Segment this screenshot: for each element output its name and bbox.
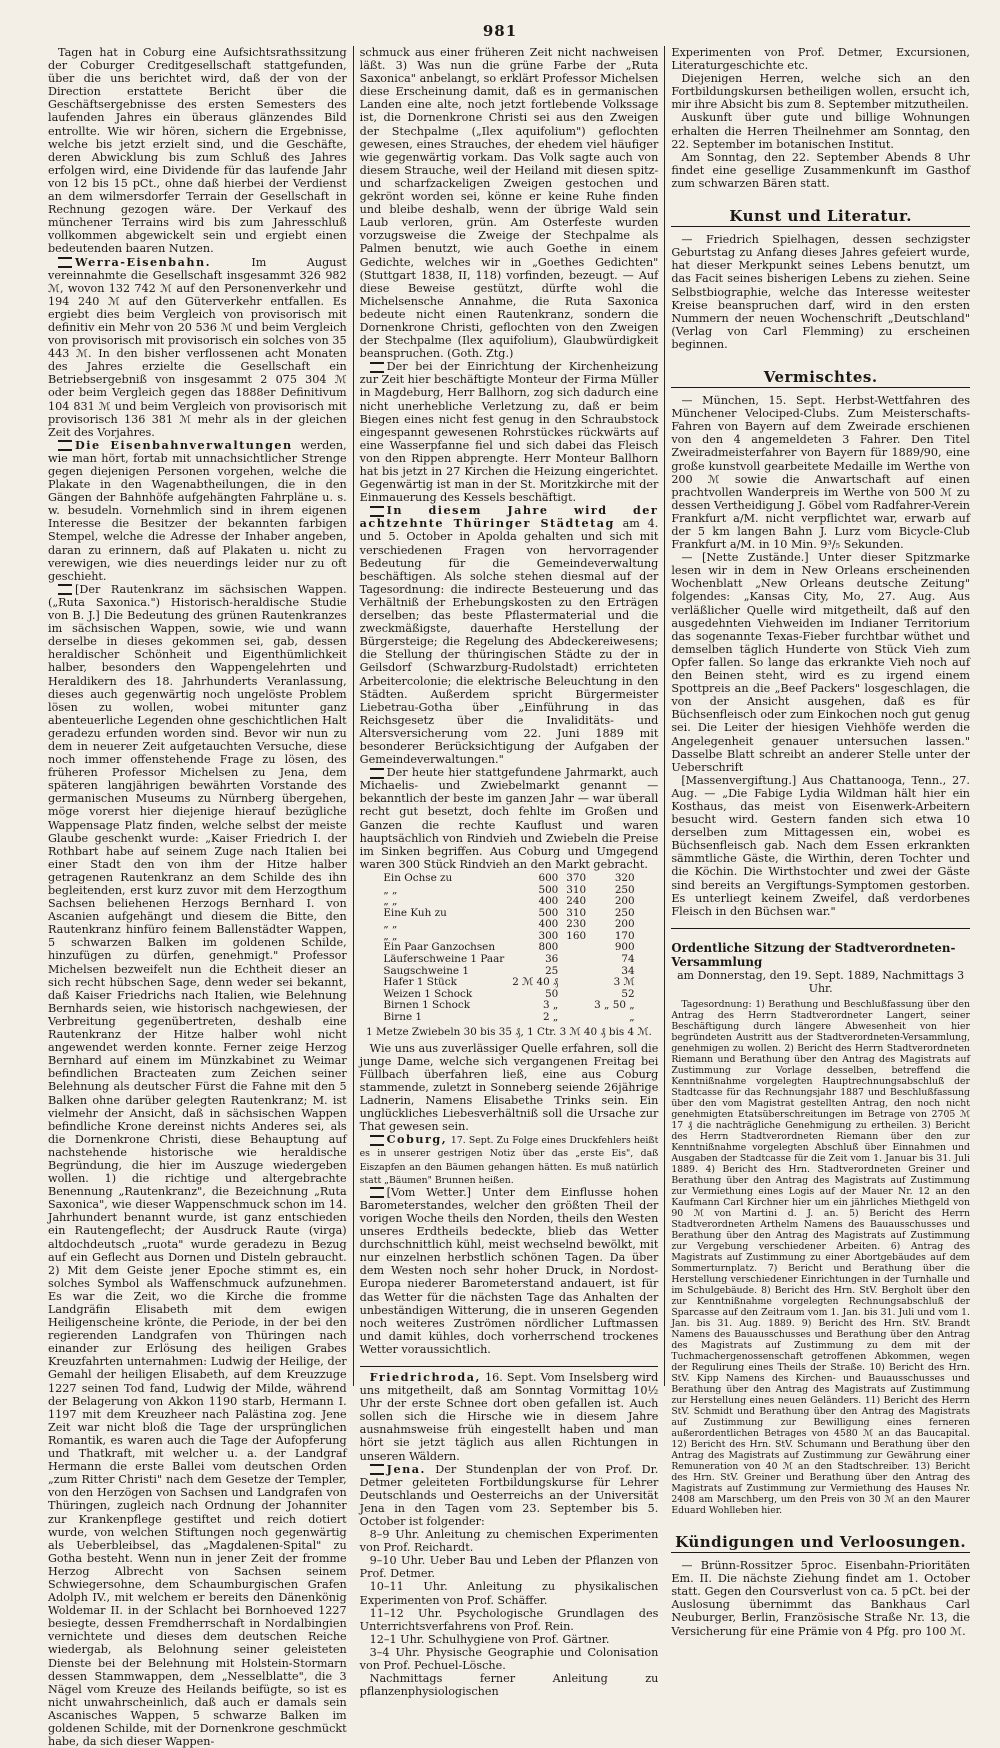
price-value-cell: 2 „ — [543, 1011, 559, 1024]
article-jena-registration: Diejenigen Herren, welche sich an den Fortbildungskursen betheiligen wollen, ersucht ich, mir ihre Absicht bis zum 8. September mitzutheilen. — [671, 72, 970, 112]
council-notice-heading: Ordentliche Sitzung der Stadtverordneten-Versammlung — [671, 940, 956, 969]
section-heading-kuendigungen: Kündigungen und Verloosungen. — [671, 1536, 970, 1553]
price-item-cell: Ein Ochse zu — [383, 871, 453, 884]
horizontal-divider — [360, 1366, 659, 1367]
article-fuellbach: Wie uns aus zuverlässiger Quelle erfahren, soll die junge Dame, welche sich vergangenen Freitag bei Füllbach überfahren ließ, eine aus Coburg stammende, zuletzt in Sonneberg seiende 26jährige Ladnerin, Namens Elisabethe Trinks sein. Ein unglückliches Liebesverhältniß soll die Ursache zur That gewesen sein. — [359, 1041, 659, 1134]
price-value-cell: 500 — [538, 906, 559, 919]
article-friedrichroda — [360, 1371, 659, 1463]
article-kirchenheizung — [360, 360, 659, 504]
article-spielhagen: — Friedrich Spielhagen, dessen sechzigster Geburtstag zu Anfang dieses Jahres gefeiert wurde, hat dieser Merkpunkt seines Lebens benutzt, um das Facit seines bisherigen Lebens zu ziehen. Seine Selbstbiographie, welche das Interesse weitester Kreise beanspruchen darf, wird in den ersten Nummern der neuen Wochenschrift „Deutschland" (Verlag von Carl Flemming) zu erscheinen beginnen. — [671, 233, 970, 351]
article-rautenkranz-continued: schmuck aus einer früheren Zeit nicht nachweisen läßt. 3) Was nun die grüne Farbe der „Ruta Saxonica" anbelangt, so erklärt Professor Michelsen diese Erscheinung damit, daß es in germanischen Landen eine alte, noch jetzt fortlebende Volkssage ist, die Dornenkrone Christi sei aus den Zweigen der Stechpalme („Ilex aquifolium") geflochten gewesen, eines Strauches, der ehedem viel häufiger wie gegenwärtig vorkam. Das Volk sagte auch von diesem Strauche, weil der Heiland mit diesen spitz- und scharfzackeligen Zweigen gestochen und gekrönt worden sei, könne er keine Ruhe finden und bleibe deshalb, wenn der übrige Wald sein Laub verloren, grün. Am Osterfeste wurden vorzugsweise die Zweige der Stechpalme als Palmen benutzt, wie auch Goethe in einem Gedichte, welches wir in „Goethes Gedichten" (Stuttgart 1838, II, 118) vorfinden, bezeugt. — Auf diese Beweise gestützt, dürfte wohl die Michelsensche Annahme, die Ruta Saxonica bedeute nicht einen Rautenkranz, sondern die Dornenkrone Christi, geflochten von den Zweigen der Stechpalme (Ilex aquifolium), Glaubwürdigkeit beanspruchen. (Goth. Ztg.) — [359, 46, 659, 361]
price-value-cell: 3 „ — [543, 999, 559, 1012]
price-value-cell: 200 — [614, 918, 635, 931]
article-rautenkranz — [48, 583, 347, 1748]
price-value-cell: 300 — [538, 929, 559, 942]
price-item-cell: Ein Paar Ganzochsen — [383, 941, 496, 954]
price-value-cell — [562, 977, 590, 989]
price-value-cell: 52 — [621, 987, 635, 1000]
price-item-cell: Weizen 1 Schock — [383, 987, 473, 1000]
article-body: werden, wie man hört, fortab mit unnachsichtlicher Strenge gegen diejenigen Personen vorgehen, welche die Plakate in den Wagenabtheilungen, die in den Gängen der Bahnhöfe aufgehängten Fahrpläne u. s. w. besudeln. Vornehmlich sind in ihrem eigenen Interesse die Besitzer der bekannten farbigen Stempel, welche die Adresse der Inhaber angeben, daran zu erinnern, daß auf Plakaten u. nicht zu verewigen, wie dies neuerdings leider nur zu oft geschieht. — [48, 438, 347, 583]
price-value-cell: 310 — [566, 883, 587, 896]
price-value-cell — [562, 954, 590, 966]
price-value-cell: 200 — [614, 895, 635, 908]
price-item-cell: Saugschweine 1 — [383, 964, 469, 977]
article-eisenbahnverwaltungen — [48, 439, 347, 583]
price-value-cell: 74 — [621, 953, 635, 966]
price-item-cell: Eine Kuh zu — [383, 906, 447, 919]
page-number: 981 — [482, 22, 518, 40]
price-value-cell: „ — [629, 1011, 635, 1024]
price-item-cell: Birnen 1 Schock — [383, 999, 471, 1012]
schedule-item: 10–11 Uhr. Anleitung zu physikalischen Experimenten von Prof. Schäffer. — [359, 1580, 659, 1607]
price-row — [379, 954, 638, 966]
price-value-cell: 370 — [566, 871, 587, 884]
price-value-cell: 250 — [614, 883, 635, 896]
article-staedtetag — [360, 504, 659, 766]
price-value-cell — [562, 989, 590, 1001]
price-value-cell: 160 — [566, 929, 587, 942]
price-item-cell: „ „ — [383, 883, 398, 896]
article-body: Unter dem Einflusse hohen Barometerstandes, welcher den größten Theil der vorigen Woche theils den Norden, theils den Westen unseres Erdtheils bedeckte, blieb das Wetter durchschnittlich kühl, meist wechselnd bewölkt, mit nur einzelnen herbstlich schönen Tagen. Da über dem Westen noch sehr hoher Druck, in Nordost-Europa niederer Barometerstand andauert, ist für das Wetter für die nächsten Tage das Anhalten der unbeständigen Witterung, die in unseren Gegenden noch weiteres Zuströmen nördlicher Luftmassen und damit kühles, doch vorherrschend trockenes Wetter voraussichtlich. — [359, 1185, 659, 1356]
market-price-note: 1 Metze Zwiebeln 30 bis 35 ₰, 1 Ctr. 3 ℳ 40 ₰ bis 4 ℳ. — [366, 1025, 652, 1038]
article-body: Der heute hier stattgefundene Jahrmarkt, auch Michaelis- und Zwiebelmarkt genannt — bekanntlich der beste im ganzen Jahr — war überall recht gut besetzt, doch fehlte im Großen und Ganzen die rechte Kauflust und waren hauptsächlich von Rindvieh und Zwiebeln die Preise im Sinken begriffen. Aus Coburg und Umgegend waren 300 Stück Rindvieh an den Markt gebracht. — [359, 766, 659, 871]
price-value-cell: 230 — [566, 918, 587, 931]
price-value-cell: 170 — [614, 929, 635, 942]
price-value-cell: 2 ℳ 40 ₰ — [512, 976, 559, 989]
article-heading: Friedrichroda, — [369, 1369, 481, 1384]
price-value-cell: 36 — [545, 953, 559, 966]
price-value-cell: 600 — [538, 871, 559, 884]
article-jahrmarkt — [360, 766, 659, 871]
price-value-cell: 500 — [538, 883, 559, 896]
schedule-item: 3–4 Uhr. Physische Geographie und Colonisation von Prof. Pechuel-Lösche. — [359, 1645, 659, 1673]
article-jena-lodging: Auskunft über gute und billige Wohnungen erhalten die Herren Theilnehmer am Sonntag, den 22. September im botanischen Institut. — [671, 111, 970, 151]
section-mark-icon — [370, 1187, 384, 1198]
article-heading: Jena. — [386, 1461, 426, 1476]
price-value-cell — [562, 942, 590, 954]
schedule-item: 12–1 Uhr. Schulhygiene von Prof. Gärtner. — [369, 1632, 610, 1646]
price-value-cell: 400 — [538, 918, 559, 931]
section-mark-icon — [370, 1135, 384, 1146]
price-item-cell: „ „ — [383, 918, 398, 931]
article-body: 16. Sept. Vom Inselsberg wird uns mitgetheilt, daß am Sonntag Vormittag 10½ Uhr der erste Schnee dort oben gefallen ist. Auch sollen sich die Hirsche wie in diesem Jahre ausnahmsweise früh eingestellt haben und man hört sie jetzt täglich aus allen Richtungen in unseren Wäldern. — [359, 1370, 659, 1463]
column-divider — [664, 46, 665, 1386]
article-bruenn-rossitzer: — Brünn-Rossitzer 5proc. Eisenbahn-Prioritäten Em. II. Die nächste Ziehung findet am 1. October statt. Gegen den Coursverlust von ca. 5 pCt. bei der Auslosung übernimmt das Bankhaus Carl Neuburger, Berlin, Französische Straße Nr. 13, die Versicherung für eine Prämie von 4 Pfg. pro 100 ℳ. — [671, 1559, 970, 1638]
article-jena-meeting: Am Sonntag, den 22. September Abends 8 Uhr findet eine gesellige Zusammenkunft im Gasthof zum schwarzen Bären statt. — [671, 150, 970, 190]
council-notice-agenda: Tagesordnung: 1) Berathung und Beschlußfassung über den Antrag des Herrn Stadtverordneter Langert, seiner Beschäftigung durch längere Abwesenheit von hier begründeten Austritt aus der Stadtverordneten-Versammlung, genehmigen zu wollen. 2) Bericht des Herrn Stadtverordneten Riemann und Berathung über den Antrag des Magistrats auf Zustimmung zur Vorlage desselben, betreffend die Kenntnißnahme vorgelegten Hauptrechnungsabschluß der Stadtcasse für das Rechnungsjahr 1887 und Beschlußfassung über den vom Magistrat gestellten Antrag, den noch nicht genehmigten Etatsüberschreitungen im Betrage von 2705 ℳ 17 ₰ die nachträgliche Genehmigung zu ertheilen. 3) Bericht des Herrn Stadtverordneten Riemann über den zur Kenntnißnahme vorgelegten Abschluß über Einnahmen und Ausgaben der Stadtcasse für die Zeit vom 1. Januar bis 31. Juli 1889. 4) Bericht des Hrn. Stadtverordneten Greiner und Berathung über den Antrag des Magistrats auf Zustimmung zur Vermiethung eines Logis auf der Mauer Nr. 12 an den Kaufmann Carl Kirchner hier um ein jährliches Miethgeld von 90 ℳ von Martini d. J. an. 5) Bericht des Herrn Stadtverordneten Arthelm Namens des Bauausschusses und Berathung über den Antrag des Magistrats auf Zustimmung zur Vergebung verschiedener Arbeiten. 6) Antrag des Magistrats auf Zustimmung zu einer Abortgebäudes auf dem Sommerturnplatz. 7) Bericht und Berathung über die Herstellung verschiedener Einrichtungen in der Turnhalle und im Schulgebäude. 8) Bericht des Hrn. StV. Bergholt über den zur Kenntnißnahme vorgelegten Rechnungsabschluß der Sparcasse auf den Zeitraum vom 1. Jan. bis 31. Juli und vom 1. Jan. bis 31. Aug. 1889. 9) Bericht des Hrn. StV. Brandt Namens des Bauausschusses und Berathung über den Antrag des Magistrats auf Zustimmung zu dem mit der Tuchmachergenossenschaft getroffenen Abkommen, wegen der Regulirung eines Theils der Straße. 10) Bericht des Hrn. StV. Kipp Namens des Kirchen- und Bauausschusses und Berathung über den Antrag des Magistrats auf Zustimmung zur Herstellung eines neuen Geländers. 11) Bericht des Herrn StV. Schmidt und Berathung über den Antrag des Magistrats auf Zustimmung zur Bewilligung eines ferneren außerordentlichen Betrages von 4580 ℳ an das Baucapital. 12) Bericht des Hrn. StV. Schumann und Berathung über den Antrag des Magistrats auf Zustimmung zur Gewährung einer Remuneration von 40 ℳ an den Stadtschreiber. 13) Bericht des Hrn. StV. Greiner und Berathung über den Antrag des Magistrats auf Zustimmung zur Vermiethung des Hauses Nr. 2408 am Marschberg, um den Preis von 30 ℳ an den Maurer Eduard Wohlleben hier. — [671, 999, 970, 1516]
section-heading-kunst: Kunst und Literatur. — [671, 210, 970, 227]
article-massenvergiftung: [Massenvergiftung.] Aus Chattanooga, Tenn., 27. Aug. — „Die Fabige Lydia Wildman hält hier ein Kosthaus, das meist von Eisenwerk-Arbeitern besucht wird. Gestern fanden sich etwa 10 derselben zum Mittagessen ein, wobei es Büchsenfleisch gab. Nach dem Essen erkrankten sämmtliche Gäste, die Wirthin, deren Tochter und die Köchin. Die Wirthstochter und zwei der Gäste sind bereits an Vergiftungs-Symptomen gestorben. Es unterliegt keinem Zweifel, daß verdorbenes Fleisch in den Büchsen war." — [671, 773, 970, 918]
section-mark-icon — [58, 440, 72, 451]
price-value-cell: 250 — [614, 906, 635, 919]
section-mark-icon — [58, 257, 72, 268]
article-wetter — [360, 1186, 659, 1356]
schedule-item: 8–9 Uhr. Anleitung zu chemischen Experimenten von Prof. Reichardt. — [359, 1528, 659, 1555]
article-body: Der bei der Einrichtung der Kirchenheizung zur Zeit hier beschäftigte Monteur der Firma Müller in Magdeburg, Herr Ballhorn, zog sich dadurch eine nicht unerhebliche Verletzung zu, daß er beim Biegen eines nicht fest genug in den Schraubstock eingespannt gewesenen Rohrstückes rückwärts auf eine Wasserpfanne fiel und sich dabei das Fleisch von den Rippen abprengte. Herr Monteur Ballhorn hat bis jetzt in 27 Kirchen die Heizung eingerichtet. Gegenwärtig ist man in der St. Moritzkirche mit der Einmauerung des Kessels beschäftigt. — [359, 360, 659, 505]
article-body: Der Stundenplan der von Prof. Dr. Detmer geleiteten Fortbildungskurse für Lehrer Deutschlands und Oesterreichs an der Universität Jena in den Tagen vom 23. September bis 5. October ist folgender: — [359, 1462, 659, 1528]
price-item-cell: Hafer 1 Stück — [383, 976, 457, 989]
price-value-cell: 25 — [545, 964, 559, 977]
article-heading: Die Eisenbahnverwaltungen — [75, 437, 293, 452]
schedule-item: 11–12 Uhr. Psychologische Grundlagen des Unterrichtsverfahrens von Prof. Rein. — [359, 1606, 659, 1633]
price-item-cell: „ „ — [383, 895, 398, 908]
article-body: am 4. und 5. October in Apolda gehalten und sich mit verschiedenen Fragen von hervorragender Bedeutung für die Gemeindeverwaltung beschäftigen. Als solche stehen diesmal auf der Tagesordnung: die indirecte Besteuerung und das Verhältniß der Erhebungskosten zu den Erträgen derselben; das beste Pflastermaterial und die zweckmäßigste, dauerhafte Herstellung der Bürgersteige; die Regelung des Abdeckereiwesens; die Stellung der thüringischen Städte zu der in Geilsdorf (Schwarzburg-Rudolstadt) errichteten Arbeitercolonie; die elektrische Beleuchtung in den Städten. Außerdem spricht Bürgermeister Liebetrau-Gotha über „Einführung in das Reichsgesetz über die Invaliditäts- und Altersversicherung vom 22. Juni 1889 mit besonderer Berücksichtigung der Aufgaben der Gemeindeverwaltungen." — [359, 517, 659, 767]
price-item-cell: Läuferschweine 1 Paar — [383, 953, 505, 966]
section-mark-icon — [370, 1464, 384, 1475]
price-row — [379, 919, 638, 931]
council-notice-date: am Donnerstag, den 19. Sept. 1889, Nachmittags 3 Uhr. — [677, 968, 965, 995]
article-body: Die Bedeutung des grünen Rautenkranzes im sächsischen Wappen, sowie, wie und wann derselbe in dieses gekommen sei, gab, dessen heraldischer Schönheit und Eigenthümlichkeit halber, besonders den Wappengelehrten und Heraldikern des 18. Jahrhunderts Veranlassung, dieses auch gegenwärtig noch ungelöste Problem lösen zu wollen, wobei mitunter ganz abenteuerliche Legenden ohne geschichtlichen Halt geradezu erfunden worden sind. Bevor wir nun zu dem in neuerer Zeit aufgetauchten Versuche, diese noch immer offenstehende Frage zu lösen, des früheren Professor Michelsen zu Jena, dem späteren langjährigen bewährten Vorstande des germanischen Museums zu Nürnberg übergehen, möge vorerst hier diejenige hierauf bezügliche Wappensage Platz finden, welche selbst der meiste Glaube geschenkt wurde: „Kaiser Friedrich I. der Rothbart habe auf seinem Zuge nach Italien bei einer Stadt den von ihm der Hitze halber getragenen Rautenkranz an dem Schilde des ihn begleitenden, erst kurz zuvor mit dem Herzogthum Sachsen beliehenen Herzogs Bernhard I. von Ascanien aufgehängt und diesem die Bitte, den Rautenkranz hinfüro feinem Ballenstädter Wappen, 5 schwarzen Balken im goldenen Schilde, hinzufügen zu dürfen, genehmigt." Professor Michelsen bezweifelt nun die Echtheit dieser an sich recht hübschen Sage, denn weder sei bekannt, daß Kaiser Friedrichs nach Italien, wie Belehnung Bernhards seien, wie historisch nachgewiesen, der Verbreitung gegenübertreten, deshalb eine Rautenkranz der Hitze halber wohl nicht angewendet werden konnte. Ferner zeige Herzog Bernhard auf einem im Münzkabinet zu Weimar befindlichen Bracteaten zum Zeichen seiner Belehnung als deutscher Fürst die Fahne mit den 5 Balken ohne darüber gelegten Rautenkranz; M. ist vielmehr der Ansicht, daß in sächsischen Wappen befindliche Krone dereinst nichts Anderes sei, als die Dornenkrone Christi, diese Behauptung auf nachstehende historische wie heraldische Begründung, die hier im Auszuge wiedergeben wollen. 1) die richtige und altergebrachte Benennung „Rautenkranz", die Bezeichnung „Ruta Saxonica", wie dieser Wappenschmuck schon im 14. Jahrhundert benannt wurde, ist ganz entschieden ein Rautengeflecht; der Ausdruck Raute (virga) altdochdeutsch „ruota" wurde geradezu in Bezug auf ein Geflecht aus Dornen und Disteln gebraucht. 2) Mit dem Geiste jener Epoche stimmt es, ein solches Symbol als Waffenschmuck aufzunehmen. Es war die Zeit, wo die Kirche die fromme Landgräfin Elisabeth mit dem ewigen Heiligenscheine krönte, die Periode, in der bei den regierenden Landgrafen von Thüringen nach einander zur Erlösung des heiligen Grabes Kreuzfahrten unternahmen: Ludwig der Heilige, der Gemahl der heiligen Elisabeth, auf dem Kreuzzuge 1227 seinen Tod fand, Ludwig der Milde, während der Belagerung von Akkon 1190 starb, Hermann I. 1197 mit dem Kreuzheer nach Palästina zog. Jene Zeit war nicht bloß die Tage der ursprünglichen Romantik, es waren auch die Tage der Aufopferung und Thatkraft, mit welcher u. a. der Landgraf Hermann die erste Ballei vom deutschen Orden „zum Ritter Christi" nach dem Gesetze der Templer, von den Herzögen von Sachsen und Landgrafen von Thüringen, zugleich nach Ordnung der Johanniter zur Krankenpflege gestiftet und reich dotiert wurde, von welchen Stiftungen noch gegenwärtig als Ueberbleibsel, das „Magdalenen-Spital" zu Gotha besteht. Wenn nun in jener Zeit der fromme Herzog Albrecht von Sachsen seinem Schwiegersohne, dem Schaumburgischen Grafen Adolph IV., mit welchem er bereits den Dänenkönig Woldemar II. in der Schlacht bei Bornhoeved 1227 besiegte, dessen Fremdherrschaft in Nordalbingien vernichtete und dieses dem deutschen Reiche wiedergab, als Belohnung seiner geleisteten Dienste bei der Belehnung mit Holstein-Stormarn dessen Stammwappen, dem „Nesselblatte", die 3 Nägel vom Kreuze des Heilands beifügte, so ist es nicht unwahrscheinlich, daß auch er damals sein Ascanisches Wappen, 5 schwarze Balken im goldenen Schilde, mit der Dornenkrone geschmückt habe, da sich dieser Wappen- — [48, 609, 347, 1748]
price-value-cell: 50 — [545, 987, 559, 1000]
columns — [48, 46, 970, 1748]
section-heading-vermischtes: Vermischtes. — [671, 371, 970, 388]
article-werra-eisenbahn — [48, 256, 347, 439]
article-jena — [360, 1463, 659, 1528]
price-value-cell — [562, 966, 590, 978]
schedule-item: Nachmittags ferner Anleitung zu pflanzenphysiologischen — [359, 1672, 659, 1699]
price-value-cell: 34 — [621, 964, 635, 977]
column-divider — [353, 46, 354, 1386]
price-row — [379, 885, 638, 897]
article-muenchen: — München, 15. Sept. Herbst-Wettfahren des Münchener Velociped-Clubs. Zum Meisterschafts-Fahren von Bayern auf dem Zweirade erschienen von den 4 angemeldeten 3 Fahrer. Den Titel Zweiradmeisterfahrer von Bayern für 1889/90, eine große kunstvoll gearbeitete Medaille im Werthe von 200 ℳ sowie die Anwartschaft auf einen prachtvollen Wanderpreis im Werthe von 500 ℳ zu dessen Vertheidigung J. Göbel vom Radfahrer-Verein Frankfurt a/M. nicht verpflichtet war, erwarb auf der 5 km langen Bahn J. Lurz vom Bicycle-Club Frankfurt a/M. in 10 Min. 9³/₅ Sekunden. — [671, 394, 970, 552]
article-nette-zustaende: — [Nette Zustände.] Unter dieser Spitzmarke lesen wir in dem in New Orleans erscheinenden Wochenblatt „New Orleans deutsche Zeitung" folgendes: „Kansas City, Mo, 27. Aug. Aus verläßlicher Quelle wird mitgetheilt, daß auf den ausgedehnten Viehweiden im Indianer Territorium das sogenannte Texas-Fieber furchtbar wüthet und demselben täglich Hunderte von Stück Vieh zum Opfer fallen. So lange das erkrankte Vieh noch auf den Beinen steht, wird es zu irgend einem Spottpreis an die „Beef Packers" losgeschlagen, die von der Ansicht ausgehen, daß es für Büchsenfleisch oder zum Einkochen noch gut genug sei. Die Leiter der hiesigen Viehhöfe werden die Angelegenheit genauer untersuchen lassen." Dasselbe Blatt schreibt an anderer Stelle unter der Ueberschrift — [671, 551, 970, 774]
article-heading: Werra-Eisenbahn. — [75, 254, 212, 269]
section-mark-icon — [370, 768, 384, 779]
price-value-cell — [562, 1012, 590, 1024]
price-item-cell: Birne 1 — [383, 1011, 423, 1024]
price-row — [379, 908, 638, 920]
price-row — [379, 1012, 638, 1024]
price-row — [379, 896, 638, 908]
article-heading: [Der Rautenkranz im sächsischen Wappen. („Ruta Saxonica.") Historisch-heraldische Studie von B. J.] — [48, 582, 347, 623]
price-item-cell: „ „ — [383, 929, 398, 942]
section-mark-icon — [370, 362, 384, 373]
article-heading: Coburg, — [386, 1132, 448, 1147]
column-2 — [359, 46, 659, 1699]
column-1 — [48, 46, 347, 1748]
price-value-cell: 400 — [538, 895, 559, 908]
price-value-cell: 3 ℳ — [613, 976, 635, 989]
price-value-cell: 900 — [614, 941, 635, 954]
article-jena-continued: Experimenten von Prof. Detmer, Excursionen, Literaturgeschichte etc. — [671, 46, 970, 73]
price-value-cell: 3 „ 50 „ — [594, 999, 635, 1012]
article-coburg-eis — [360, 1133, 659, 1185]
price-value-cell: 310 — [566, 906, 587, 919]
price-row — [379, 873, 638, 885]
market-price-table — [379, 873, 638, 1024]
section-mark-icon — [58, 584, 72, 595]
schedule-list — [360, 1528, 659, 1698]
article-creditgesellschaft: Tagen hat in Coburg eine Aufsichtsrathssitzung der Coburger Creditgesellschaft stattgefunden, über die uns berichtet wird, daß der von der Direction erstattete Bericht über die Geschäftsergebnisse des ersten Semesters des laufenden Jahres ein überaus glänzendes Bild entrollte. Wie wir hören, sichern die Ergebnisse, welche bis jetzt erzielt sind, und die Geschäfte, deren Abwicklung bis zum Schluß des Jahres erfolgen wird, eine Dividende für das laufende Jahr von 12 bis 15 pCt., ohne daß hierbei der Verdienst an dem wilmersdorfer Terrain der Gesellschaft in Rechnung gezogen wäre. Der Verkauf des münchener Terrains wird bis zum Jahresschluß vollkommen abgewickelt sein und ergiebt einen bedeutenden baaren Nutzen. — [48, 46, 347, 256]
schedule-item: 9–10 Uhr. Ueber Bau und Leben der Pflanzen von Prof. Detmer. — [359, 1554, 659, 1581]
horizontal-divider — [671, 928, 970, 929]
article-heading: In diesem Jahre wird der achtzehnte Thüringer Städtetag — [359, 503, 659, 531]
article-body: 17. Sept. Zu Folge eines Druckfehlers heißt es in unserer gestrigen Notiz über das „erste Eis", daß Eiszapfen an den Bäumen gehangen hätten. Es muß natürlich statt „Bäumen" Brunnen heißen. — [359, 1135, 659, 1186]
price-value-cell — [562, 1000, 590, 1012]
column-3 — [671, 46, 970, 1638]
section-mark-icon — [370, 506, 384, 517]
article-body: Im August vereinnahmte die Gesellschaft insgesammt 326 982 ℳ, wovon 132 742 ℳ auf den Personenverkehr und 194 240 ℳ auf den Güterverkehr entfallen. Es ergiebt dies beim Vergleich von provisorisch mit definitiv ein Mehr von 20 536 ℳ und beim Vergleich von provisorisch mit provisorisch ein solches von 35 443 ℳ. In den bisher verflossenen acht Monaten des Jahres erzielte die Gesellschaft ein Betriebsergebniß von insgesammt 2 075 304 ℳ oder beim Vergleich gegen das 1888er Definitivum 104 831 ℳ und beim Vergleich von provisorisch mit provisorisch 136 381 ℳ mehr als in der gleichen Zeit des Vorjahres. — [48, 255, 347, 439]
price-value-cell: 320 — [614, 871, 635, 884]
price-value-cell: 800 — [538, 941, 559, 954]
article-heading: [Vom Wetter.] — [386, 1185, 472, 1199]
price-value-cell: 240 — [566, 895, 587, 908]
